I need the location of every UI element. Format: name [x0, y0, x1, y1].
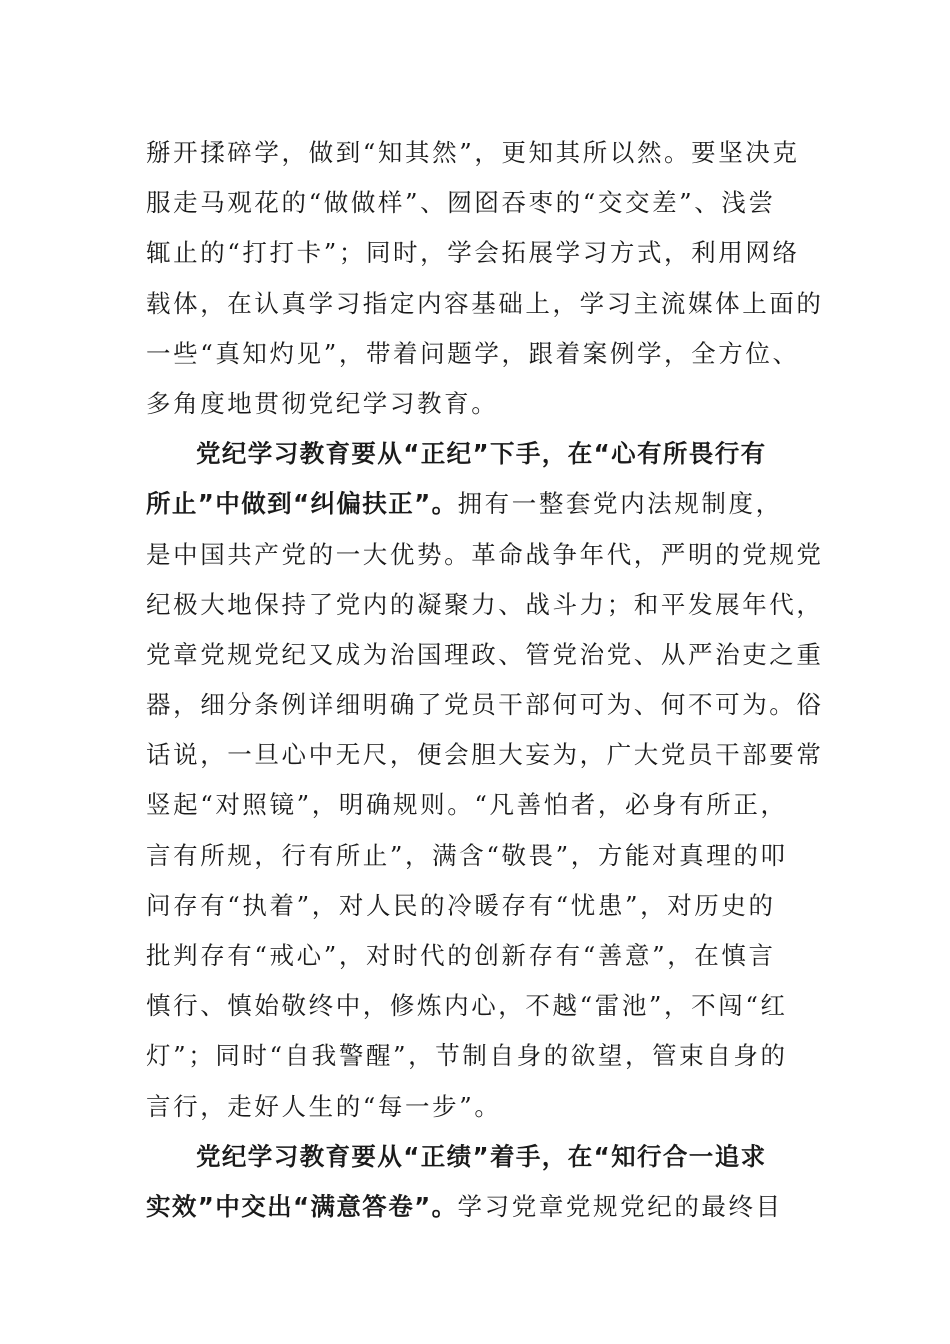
- text-segment: 拥有一整套党内法规制度，: [457, 489, 783, 519]
- text-segment: 学习党章党规党纪的最终目: [457, 1191, 783, 1221]
- section-heading-line: 党纪学习教育要从“正绩”着手，在“知行合一追求: [196, 1141, 767, 1171]
- text-line: 服走马观花的“做做样”、囫囵吞枣的“交交差”、浅尝: [146, 188, 776, 218]
- text-line: 党章党规党纪又成为治国理政、管党治党、从严治吏之重: [146, 639, 824, 669]
- document-body: [146, 128, 824, 1232]
- text-line: 是中国共产党的一大优势。革命战争年代，严明的党规党: [146, 539, 824, 569]
- text-line: 批判存有“戒心”，对时代的创新存有“善意”，在慎言: [146, 941, 776, 970]
- text-line: 话说，一旦心中无尺，便会胆大妄为，广大党员干部要常: [146, 740, 824, 770]
- text-line: 掰开揉碎学，做到“知其然”，更知其所以然。要坚决克: [146, 138, 800, 167]
- text-line: 器，细分条例详细明确了党员干部何可为、何不可为。俗: [146, 690, 824, 720]
- section-heading-tail: 所止”中做到“纠偏扶正”。: [146, 489, 458, 519]
- text-line: 问存有“执着”，对人民的冷暖存有“忧患”，对历史的: [146, 890, 776, 920]
- text-line: 载体，在认真学习指定内容基础上，学习主流媒体上面的: [146, 288, 824, 318]
- text-line: 辄止的“打打卡”；同时，学会拓展学习方式，利用网络: [146, 238, 800, 268]
- section-heading-line: 党纪学习教育要从“正纪”下手，在“心有所畏行有: [196, 439, 767, 469]
- text-line: 灯”；同时“自我警醒”，节制自身的欲望，管束自身的: [146, 1041, 788, 1071]
- text-line: 竖起“对照镜”，明确规则。“凡善怕者，必身有所正，: [146, 790, 788, 820]
- section-heading-tail: 实效”中交出“满意答卷”。: [146, 1191, 458, 1221]
- text-line: 多角度地贯彻党纪学习教育。: [146, 388, 499, 418]
- text-line: 纪极大地保持了党内的凝聚力、战斗力；和平发展年代，: [146, 589, 824, 619]
- text-line: 言行，走好人生的“每一步”。: [146, 1091, 502, 1121]
- text-line: [146, 479, 806, 529]
- text-line: 一些“真知灼见”，带着问题学，跟着案例学，全方位、: [146, 338, 800, 368]
- text-line: [146, 1182, 806, 1232]
- text-line: 言有所规，行有所止”，满含“敬畏”，方能对真理的叩: [146, 840, 788, 870]
- text-line: 慎行、慎始敬终中，修炼内心，不越“雷池”，不闯“红: [146, 991, 788, 1021]
